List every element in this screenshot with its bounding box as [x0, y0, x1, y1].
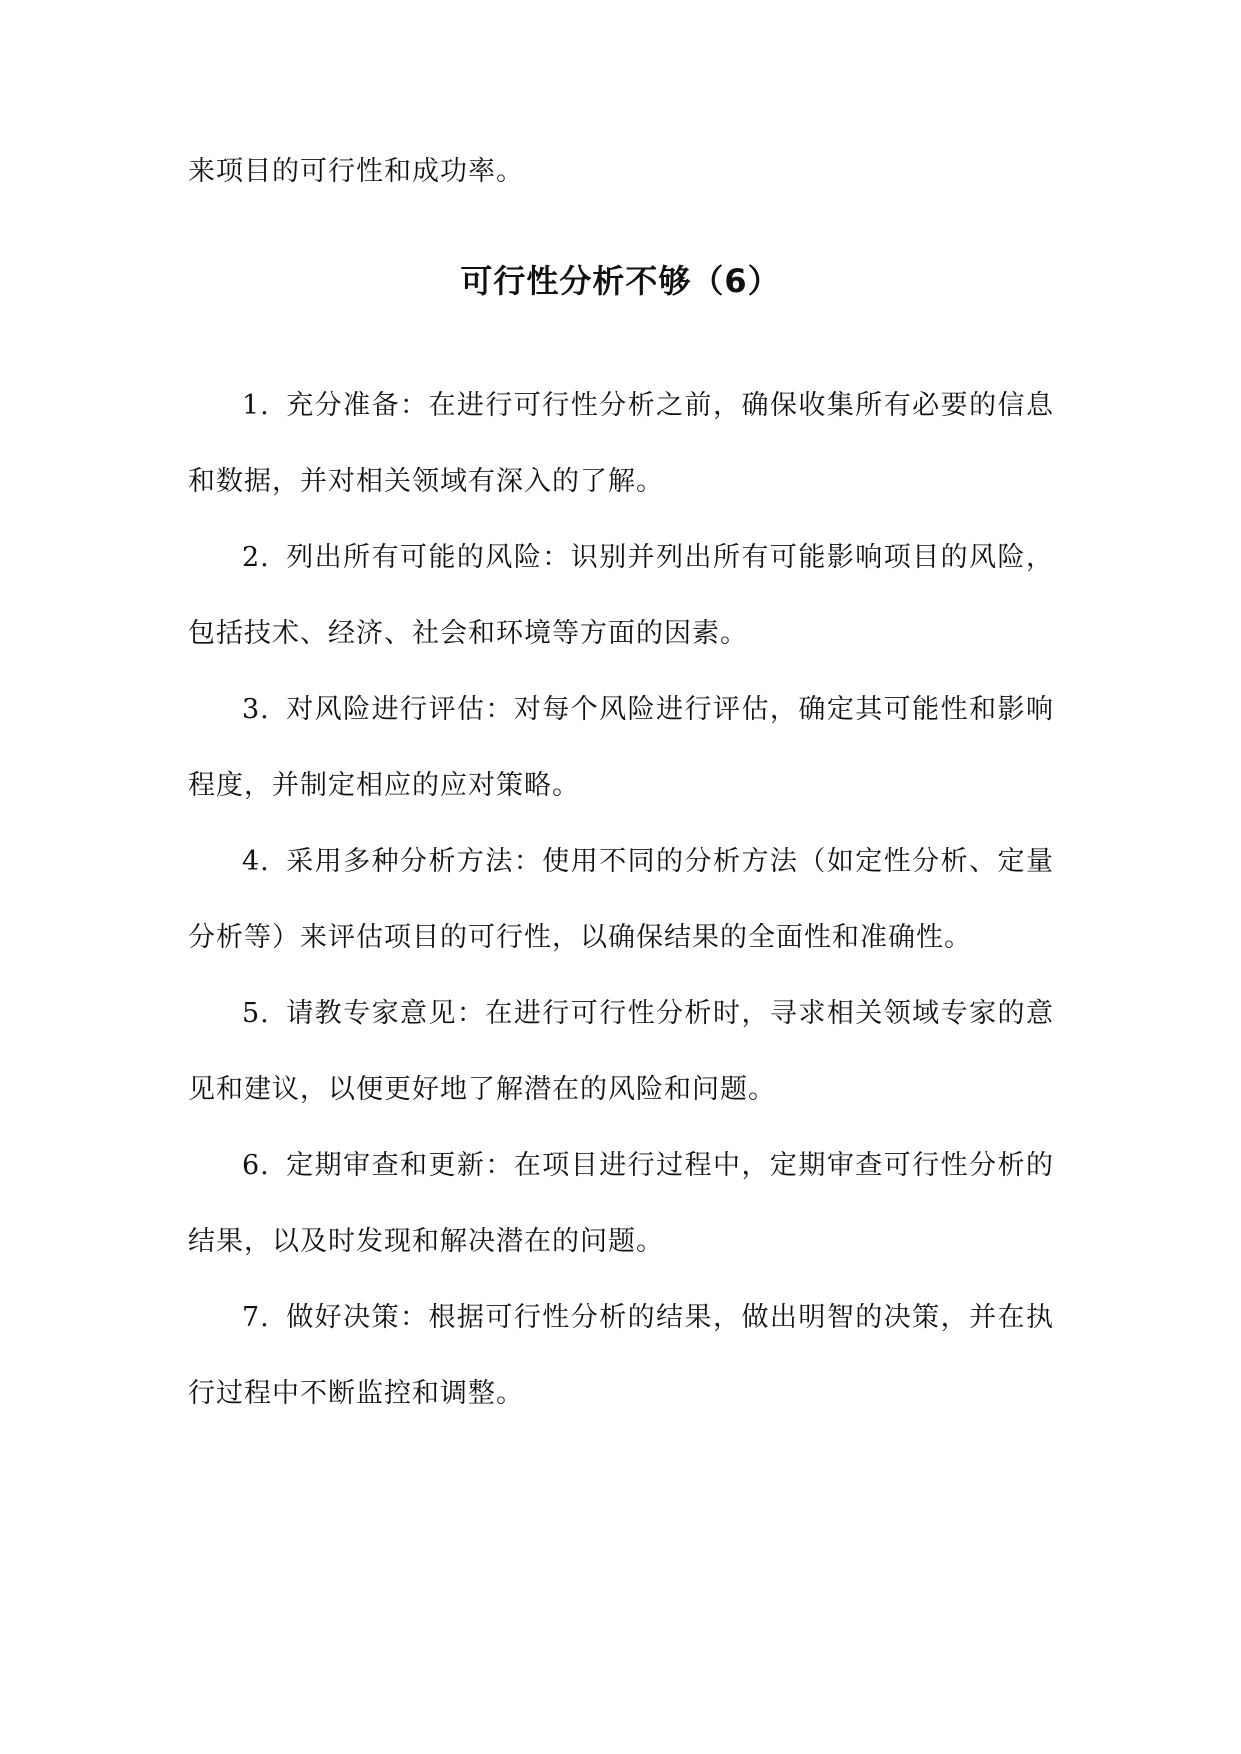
continuation-paragraph: 来项目的可行性和成功率。 — [188, 156, 524, 187]
item-text: 采用多种分析方法：使用不同的分析方法（如定性分析、定量分析等）来评估项目的可行性，以确保结果的全面性和准确性。 — [188, 846, 1054, 953]
item-number: 4. — [242, 846, 270, 877]
list-item — [188, 824, 1054, 976]
item-number: 2. — [242, 542, 270, 573]
item-text: 列出所有可能的风险：识别并列出所有可能影响项目的风险，包括技术、经济、社会和环境等方面的因素。 — [188, 542, 1054, 649]
item-list — [188, 368, 1054, 1432]
section-heading: 可行性分析不够（6） — [460, 262, 781, 300]
list-item — [188, 672, 1054, 824]
item-number: 6. — [242, 1150, 270, 1181]
item-number: 1. — [242, 390, 270, 421]
item-text: 定期审查和更新：在项目进行过程中，定期审查可行性分析的结果，以及时发现和解决潜在的问题。 — [188, 1150, 1054, 1257]
list-item — [188, 368, 1054, 520]
item-number: 7. — [242, 1302, 270, 1333]
item-number: 3. — [242, 694, 270, 725]
item-text: 做好决策：根据可行性分析的结果，做出明智的决策，并在执行过程中不断监控和调整。 — [188, 1302, 1054, 1409]
list-item — [188, 520, 1054, 672]
list-item — [188, 976, 1054, 1128]
item-number: 5. — [242, 998, 270, 1029]
item-text: 对风险进行评估：对每个风险进行评估，确定其可能性和影响程度，并制定相应的应对策略。 — [188, 694, 1054, 801]
item-text: 请教专家意见：在进行可行性分析时，寻求相关领域专家的意见和建议，以便更好地了解潜在的风险和问题。 — [188, 998, 1054, 1105]
item-text: 充分准备：在进行可行性分析之前，确保收集所有必要的信息和数据，并对相关领域有深入的了解。 — [188, 390, 1054, 497]
list-item — [188, 1128, 1054, 1280]
list-item — [188, 1280, 1054, 1432]
